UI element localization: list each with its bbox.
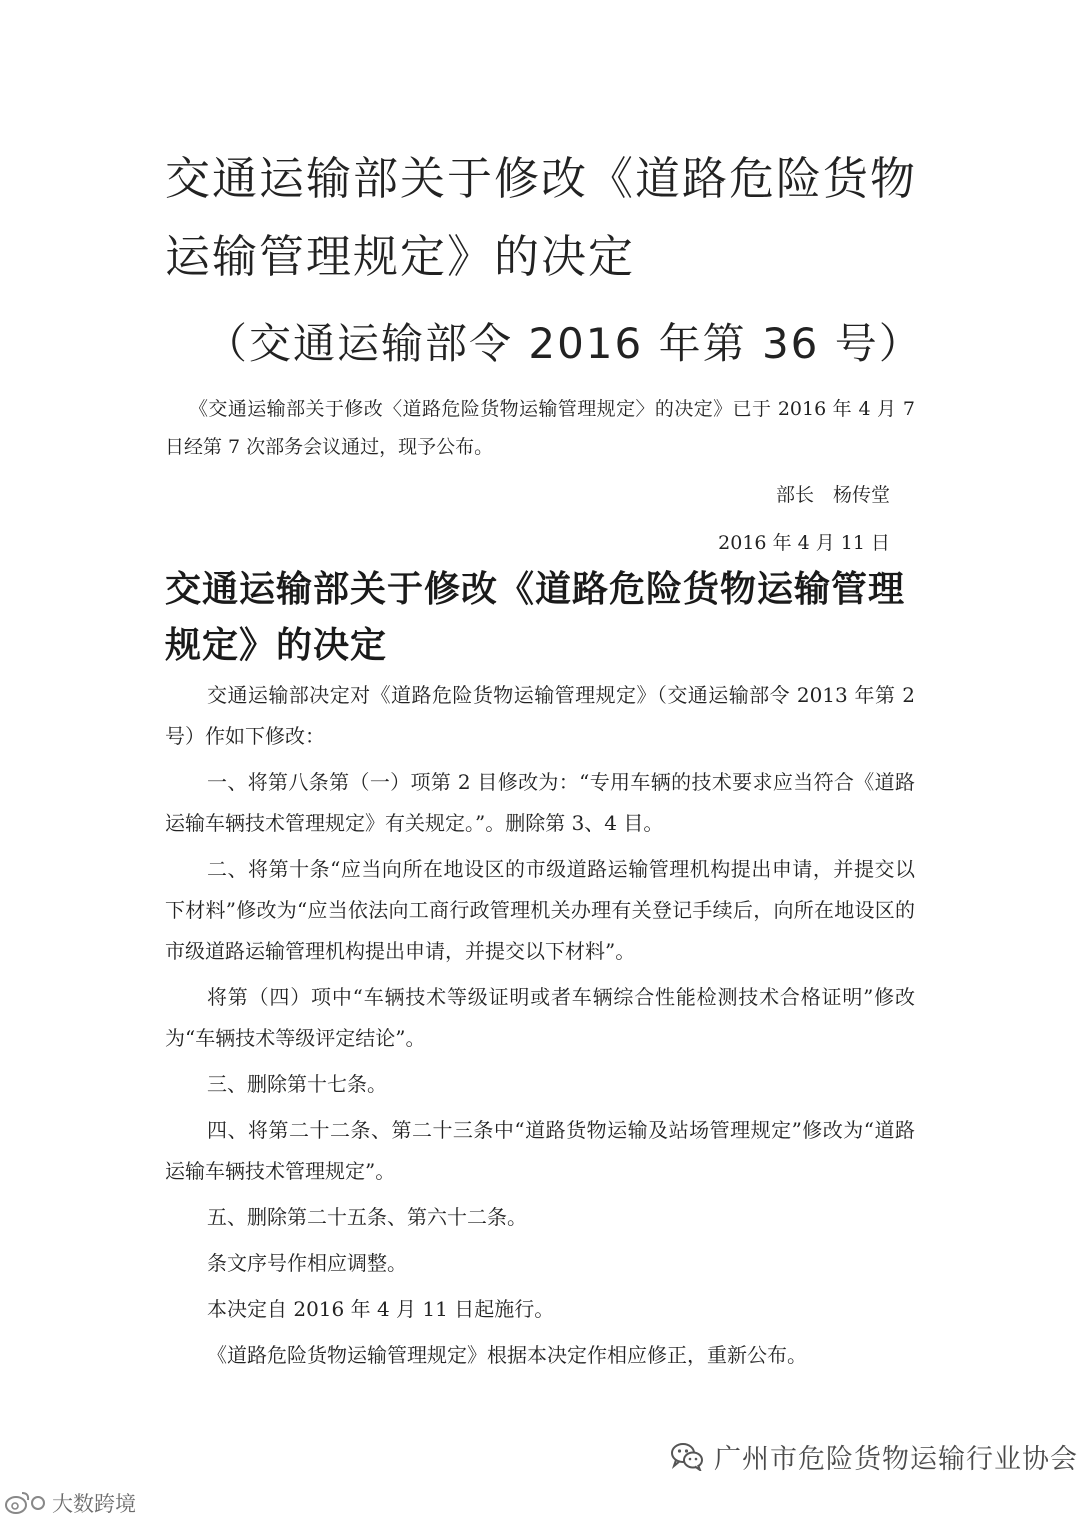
body-paragraph: 五、删除第二十五条、第六十二条。 [207, 1205, 527, 1229]
body-paragraph: 二、将第十条“应当向所在地设区的市级道路运输管理机构提出申请，并提交以下材料”修改为“应当依法向工商行政管理机关办理有关登记手续后，向所在地设区的市级道路运输管理机构提出申请，并提交以下材料”。 [165, 857, 915, 963]
body-paragraph: 四、将第二十二条、第二十三条中“道路货物运输及站场管理规定”修改为“道路运输车辆技术管理规定”。 [165, 1118, 915, 1183]
wechat-account-name: 广州市危险货物运输行业协会 [714, 1443, 1078, 1475]
body-paragraph: 将第（四）项中“车辆技术等级证明或者车辆综合性能检测技术合格证明”修改为“车辆技术等级评定结论”。 [165, 985, 915, 1050]
body-paragraph: 条文序号作相应调整。 [207, 1251, 407, 1275]
decision-title: 交通运输部关于修改《道路危险货物运输管理规定》的决定 [165, 569, 906, 666]
body-paragraph: 交通运输部决定对《道路危险货物运输管理规定》（交通运输部令 2013 年第 2 号）作如下修改： [165, 683, 915, 748]
wechat-icon [670, 1441, 704, 1471]
decision-body [165, 675, 915, 1381]
body-paragraph: 《道路危险货物运输管理规定》根据本决定作相应修正，重新公布。 [207, 1343, 807, 1367]
order-number: （交通运输部令 2016 年第 36 号） [205, 319, 923, 368]
weibo-watermark [4, 1488, 136, 1518]
wechat-watermark [670, 1436, 1078, 1476]
signature-block [700, 476, 890, 562]
signature-date: 2016 年 4 月 11 日 [718, 532, 890, 554]
weibo-icon [4, 1490, 48, 1516]
weibo-source-name: 大数跨境 [52, 1492, 136, 1516]
intro-paragraph: 《交通运输部关于修改〈道路危险货物运输管理规定〉的决定》已于 2016 年 4 月 7 日经第 7 次部务会议通过，现予公布。 [165, 398, 915, 458]
body-paragraph: 一、将第八条第（一）项第 2 目修改为：“专用车辆的技术要求应当符合《道路运输车辆技术管理规定》有关规定。”。删除第 3、4 目。 [165, 770, 915, 835]
document-title: 交通运输部关于修改《道路危险货物运输管理规定》的决定 [165, 152, 918, 283]
body-paragraph: 三、删除第十七条。 [207, 1072, 387, 1096]
body-paragraph: 本决定自 2016 年 4 月 11 日起施行。 [207, 1297, 555, 1321]
minister-signature: 部长 杨传堂 [775, 484, 890, 506]
